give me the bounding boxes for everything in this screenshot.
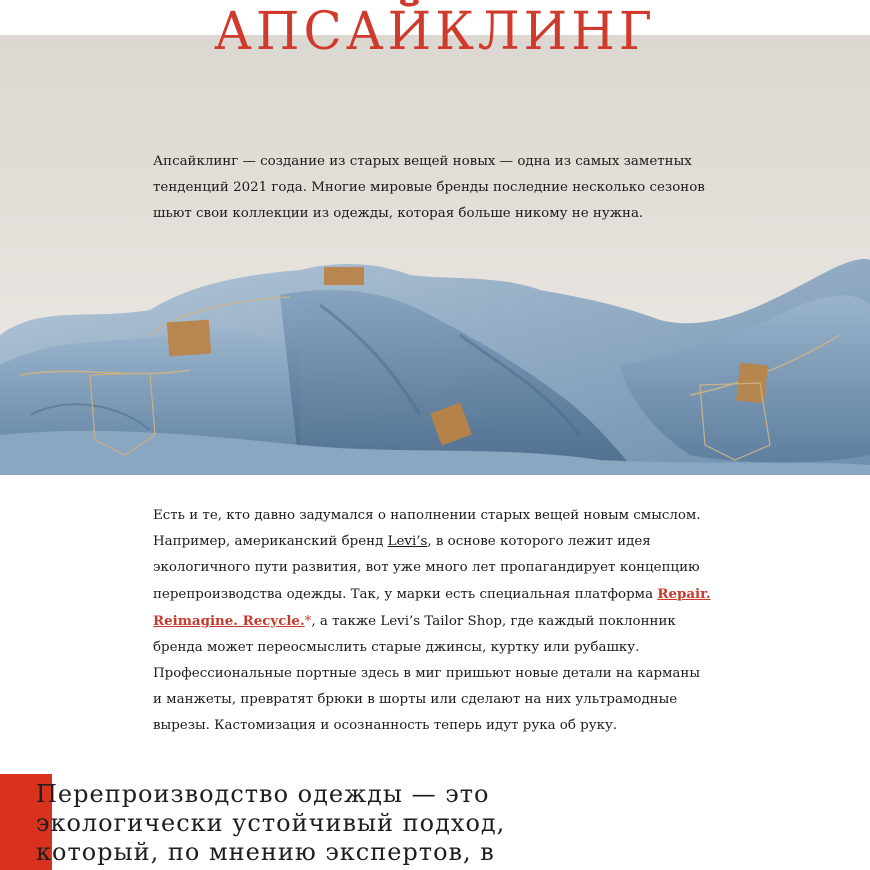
levis-link[interactable]: Levi’s: [387, 534, 428, 549]
body-text-part3: , а также Levi’s Tailor Shop, где каждый поклонник бренда может переосмыслить старые джинсы, куртку или рубашку. Профессиональные портные здесь в миг пришьют новые детали на карманы и манжеты, превратят брюки в шорты или сделают на них ультрамодные вырезы. Кастомизация и осознанность теперь идут рука об руку.: [153, 614, 700, 733]
hero-banner: [0, 35, 870, 475]
body-text-part2: , в основе которого лежит идея экологичного пути развития, вот уже много лет пропагандирует концепцию перепроизводства одежды. Так, у марки есть специальная платформа: [153, 534, 700, 602]
repair-reimagine-recycle-link[interactable]: Repair. Reimagine. Recycle.: [153, 586, 711, 629]
denim-jeans-pile-image: [0, 35, 870, 475]
body-text-part1: Есть и те, кто давно задумался о наполнении старых вещей новым смыслом. Например, американский бренд: [153, 508, 701, 549]
footnote-asterisk: *: [304, 614, 312, 629]
page-title: АПСАЙКЛИНГ: [214, 0, 656, 62]
body-paragraph: [153, 503, 713, 739]
pull-quote: Перепроизводство одежды — это экологически устойчивый подход, который, по мнению экспертов, в: [36, 780, 506, 866]
intro-paragraph: Апсайклинг — создание из старых вещей новых — одна из самых заметных тенденций 2021 года. Многие мировые бренды последние несколько сезонов шьют свои коллекции из одежды, которая больше никому не нужна.: [153, 154, 705, 221]
